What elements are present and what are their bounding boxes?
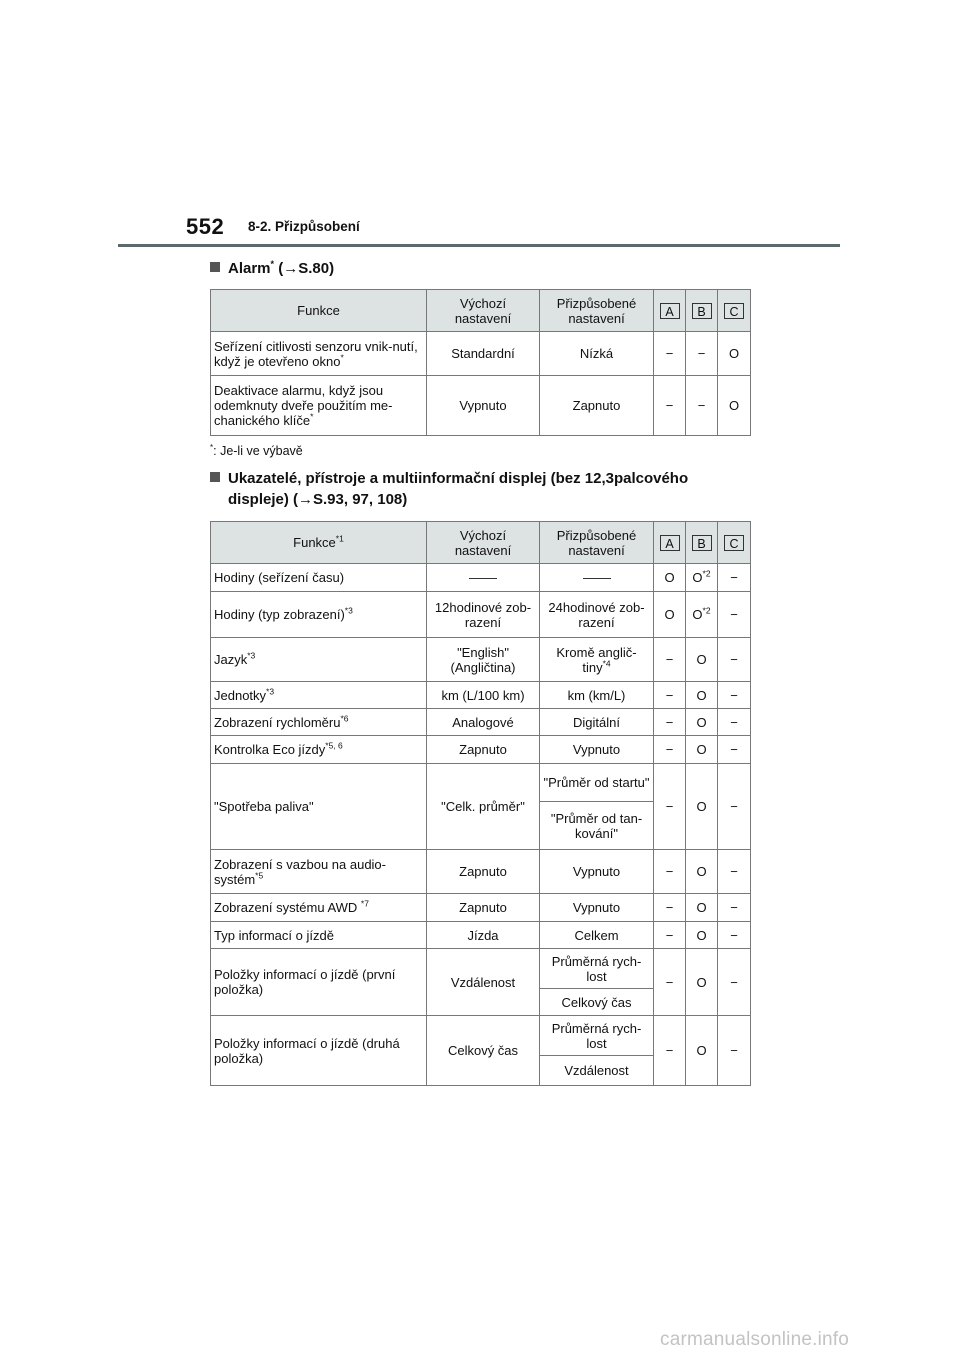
footnote-mark: *2 bbox=[702, 568, 711, 579]
table-row bbox=[211, 850, 751, 894]
col-c bbox=[718, 290, 751, 332]
cell-b bbox=[686, 592, 718, 638]
col-prizpusobene: Přizpůsobené nastavení bbox=[540, 290, 654, 332]
footnote-mark: *3 bbox=[344, 605, 353, 616]
table-row bbox=[211, 949, 751, 989]
cell-vychozi: "English" (Angličtina) bbox=[427, 638, 540, 682]
footnote-mark: * bbox=[270, 259, 275, 269]
cell-a: − bbox=[654, 850, 686, 894]
cell-text: Typ informací o jízdě bbox=[214, 927, 334, 943]
cell-funkce bbox=[211, 682, 427, 709]
cell-a: O bbox=[654, 592, 686, 638]
section-alarm-heading bbox=[210, 258, 334, 279]
cell-vychozi bbox=[427, 564, 540, 592]
footnote-mark: *7 bbox=[360, 898, 369, 909]
cell-prizpusobene: Vypnuto bbox=[540, 894, 654, 922]
cell-b: O bbox=[686, 638, 718, 682]
footnote-mark: *5, 6 bbox=[325, 740, 343, 751]
footnote-mark: *4 bbox=[602, 658, 611, 669]
col-vychozi: Výchozí nastavení bbox=[427, 290, 540, 332]
cell-text: Zobrazení systému AWD bbox=[214, 900, 361, 915]
table-row bbox=[211, 638, 751, 682]
cell-vychozi: Celkový čas bbox=[427, 1016, 540, 1086]
cell-text: Hodiny (typ zobrazení) bbox=[214, 607, 345, 622]
cell-a: O bbox=[654, 564, 686, 592]
cell-funkce: Položky informací o jízdě (druhá položka) bbox=[211, 1016, 427, 1086]
cell-b: O bbox=[686, 949, 718, 1016]
cell-prizpusobene: "Průměr od startu" bbox=[540, 764, 654, 802]
cell-prizpusobene: Celkem bbox=[540, 922, 654, 949]
footnote-mark: *5 bbox=[255, 870, 264, 881]
cell-text: Deaktivace alarmu, když jsou odemknuty dveře použitím me-chanického klíče bbox=[214, 383, 393, 428]
section-alarm-title: Alarm bbox=[228, 260, 271, 277]
alarm-table bbox=[210, 289, 751, 436]
cell-prizpusobene: "Průměr od tan-kování" bbox=[540, 802, 654, 850]
footnote-mark: *2 bbox=[702, 605, 711, 616]
section-gauges-heading bbox=[210, 468, 688, 510]
cell-c: − bbox=[718, 850, 751, 894]
cell-funkce bbox=[211, 638, 427, 682]
cell-funkce: Položky informací o jízdě (první položka) bbox=[211, 949, 427, 1016]
b-label: B bbox=[692, 535, 712, 551]
col-a bbox=[654, 290, 686, 332]
cell-text: Zobrazení s vazbou na audio-systém bbox=[214, 856, 386, 887]
table-row bbox=[211, 564, 751, 592]
cell-vychozi: Standardní bbox=[427, 332, 540, 376]
cell-c: − bbox=[718, 1016, 751, 1086]
cell-a: − bbox=[654, 709, 686, 736]
cell-prizpusobene: Vypnuto bbox=[540, 736, 654, 764]
cell-prizpusobene: Vypnuto bbox=[540, 850, 654, 894]
table-row bbox=[211, 592, 751, 638]
cell-funkce: Hodiny (seřízení času) bbox=[211, 564, 427, 592]
col-b bbox=[686, 522, 718, 564]
table-row bbox=[211, 736, 751, 764]
cell-prizpusobene: Vzdálenost bbox=[540, 1056, 654, 1086]
footnote-mark: *6 bbox=[340, 713, 349, 724]
footnote-text: : Je-li ve výbavě bbox=[213, 444, 303, 458]
footnote-mark: * bbox=[210, 442, 214, 452]
cell-text: Jednotky bbox=[214, 687, 267, 703]
cell-vychozi: Zapnuto bbox=[427, 850, 540, 894]
c-label: C bbox=[724, 535, 744, 551]
dash-line bbox=[469, 578, 497, 579]
cell-b: O bbox=[686, 736, 718, 764]
cell-c: − bbox=[718, 564, 751, 592]
cell-prizpusobene: km (km/L) bbox=[540, 682, 654, 709]
cell-prizpusobene: Zapnuto bbox=[540, 376, 654, 436]
cell-funkce bbox=[211, 592, 427, 638]
section-gauges-title-1: Ukazatelé, přístroje a multiinformační displej (bez 12,3palcového bbox=[228, 470, 689, 487]
col-funkce: Funkce bbox=[211, 290, 427, 332]
cell-vychozi: Vzdálenost bbox=[427, 949, 540, 1016]
footnote-mark: * bbox=[310, 411, 314, 422]
section-gauges-title-2: displeje) (→S.93, 97, 108) bbox=[228, 491, 408, 508]
cell-a: − bbox=[654, 894, 686, 922]
cell-funkce bbox=[211, 850, 427, 894]
cell-a: − bbox=[654, 1016, 686, 1086]
cell-c: − bbox=[718, 592, 751, 638]
cell-b: O bbox=[686, 922, 718, 949]
cell-c: − bbox=[718, 682, 751, 709]
table-row bbox=[211, 1016, 751, 1056]
cell-text: Zobrazení rychloměru bbox=[214, 714, 341, 730]
a-label: A bbox=[660, 535, 680, 551]
cell-prizpusobene: Nízká bbox=[540, 332, 654, 376]
table-header-row bbox=[211, 522, 751, 564]
square-bullet-icon bbox=[210, 472, 220, 482]
watermark: carmanualsonline.info bbox=[660, 1329, 850, 1350]
footnote-mark: *1 bbox=[335, 533, 344, 544]
cell-b: O bbox=[686, 682, 718, 709]
section-alarm-ref: (→S.80) bbox=[274, 260, 335, 277]
cell-funkce bbox=[211, 922, 427, 949]
cell-c: − bbox=[718, 949, 751, 1016]
cell-c: − bbox=[718, 736, 751, 764]
cell-funkce bbox=[211, 894, 427, 922]
table-row bbox=[211, 764, 751, 802]
cell-c: − bbox=[718, 709, 751, 736]
cell-c: O bbox=[718, 332, 751, 376]
cell-a: − bbox=[654, 764, 686, 850]
cell-a: − bbox=[654, 949, 686, 1016]
cell-b: O bbox=[686, 709, 718, 736]
cell-a: − bbox=[654, 332, 686, 376]
cell-vychozi: Zapnuto bbox=[427, 894, 540, 922]
col-a bbox=[654, 522, 686, 564]
cell-prizpusobene: Celkový čas bbox=[540, 989, 654, 1016]
chapter-title: 8-2. Přizpůsobení bbox=[248, 219, 360, 234]
cell-prizpusobene: Digitální bbox=[540, 709, 654, 736]
cell-funkce bbox=[211, 709, 427, 736]
cell-funkce bbox=[211, 332, 427, 376]
table-row bbox=[211, 922, 751, 949]
table-header-row bbox=[211, 290, 751, 332]
c-label: C bbox=[724, 303, 744, 319]
cell-vychozi: "Celk. průměr" bbox=[427, 764, 540, 850]
cell-funkce bbox=[211, 736, 427, 764]
cell-text: O bbox=[692, 607, 703, 622]
page-number: 552 bbox=[186, 214, 225, 239]
cell-vychozi: km (L/100 km) bbox=[427, 682, 540, 709]
cell-c: − bbox=[718, 922, 751, 949]
footnote bbox=[210, 444, 303, 458]
col-funkce-label: Funkce bbox=[293, 535, 336, 550]
col-vychozi: Výchozí nastavení bbox=[427, 522, 540, 564]
cell-prizpusobene bbox=[540, 638, 654, 682]
cell-text: Kromě anglič-tiny bbox=[556, 644, 637, 675]
cell-b: O bbox=[686, 850, 718, 894]
table-row bbox=[211, 332, 751, 376]
cell-vychozi: 12hodinové zob-razení bbox=[427, 592, 540, 638]
cell-funkce bbox=[211, 376, 427, 436]
cell-prizpusobene: Průměrná rych-lost bbox=[540, 949, 654, 989]
col-funkce bbox=[211, 522, 427, 564]
cell-vychozi: Analogové bbox=[427, 709, 540, 736]
cell-b: − bbox=[686, 376, 718, 436]
table-row bbox=[211, 682, 751, 709]
a-label: A bbox=[660, 303, 680, 319]
cell-a: − bbox=[654, 922, 686, 949]
cell-text: O bbox=[692, 570, 703, 585]
cell-c: O bbox=[718, 376, 751, 436]
footnote-mark: *3 bbox=[266, 686, 275, 697]
cell-a: − bbox=[654, 638, 686, 682]
cell-c: − bbox=[718, 894, 751, 922]
cell-text: Seřízení citlivosti senzoru vnik-nutí, když je otevřeno okno bbox=[214, 338, 418, 369]
cell-b: − bbox=[686, 332, 718, 376]
cell-a: − bbox=[654, 736, 686, 764]
gauges-table bbox=[210, 521, 751, 1086]
footnote-mark: *3 bbox=[247, 650, 256, 661]
cell-text: Jazyk bbox=[214, 652, 248, 667]
cell-b: O bbox=[686, 764, 718, 850]
cell-a: − bbox=[654, 376, 686, 436]
square-bullet-icon bbox=[210, 262, 220, 272]
cell-funkce: "Spotřeba paliva" bbox=[211, 764, 427, 850]
cell-b: O bbox=[686, 894, 718, 922]
dash-line bbox=[583, 578, 611, 579]
cell-c: − bbox=[718, 638, 751, 682]
cell-prizpusobene: Průměrná rych-lost bbox=[540, 1016, 654, 1056]
cell-prizpusobene: 24hodinové zob-razení bbox=[540, 592, 654, 638]
table-row bbox=[211, 376, 751, 436]
col-b bbox=[686, 290, 718, 332]
cell-b: O bbox=[686, 1016, 718, 1086]
header-rule bbox=[118, 244, 840, 247]
col-c bbox=[718, 522, 751, 564]
cell-text: Kontrolka Eco jízdy bbox=[214, 742, 326, 757]
cell-a: − bbox=[654, 682, 686, 709]
cell-vychozi: Vypnuto bbox=[427, 376, 540, 436]
cell-c: − bbox=[718, 764, 751, 850]
cell-b bbox=[686, 564, 718, 592]
table-row bbox=[211, 709, 751, 736]
col-prizpusobene: Přizpůsobené nastavení bbox=[540, 522, 654, 564]
cell-prizpusobene bbox=[540, 564, 654, 592]
b-label: B bbox=[692, 303, 712, 319]
footnote-mark: * bbox=[340, 352, 344, 363]
cell-vychozi: Zapnuto bbox=[427, 736, 540, 764]
table-row bbox=[211, 894, 751, 922]
cell-vychozi: Jízda bbox=[427, 922, 540, 949]
